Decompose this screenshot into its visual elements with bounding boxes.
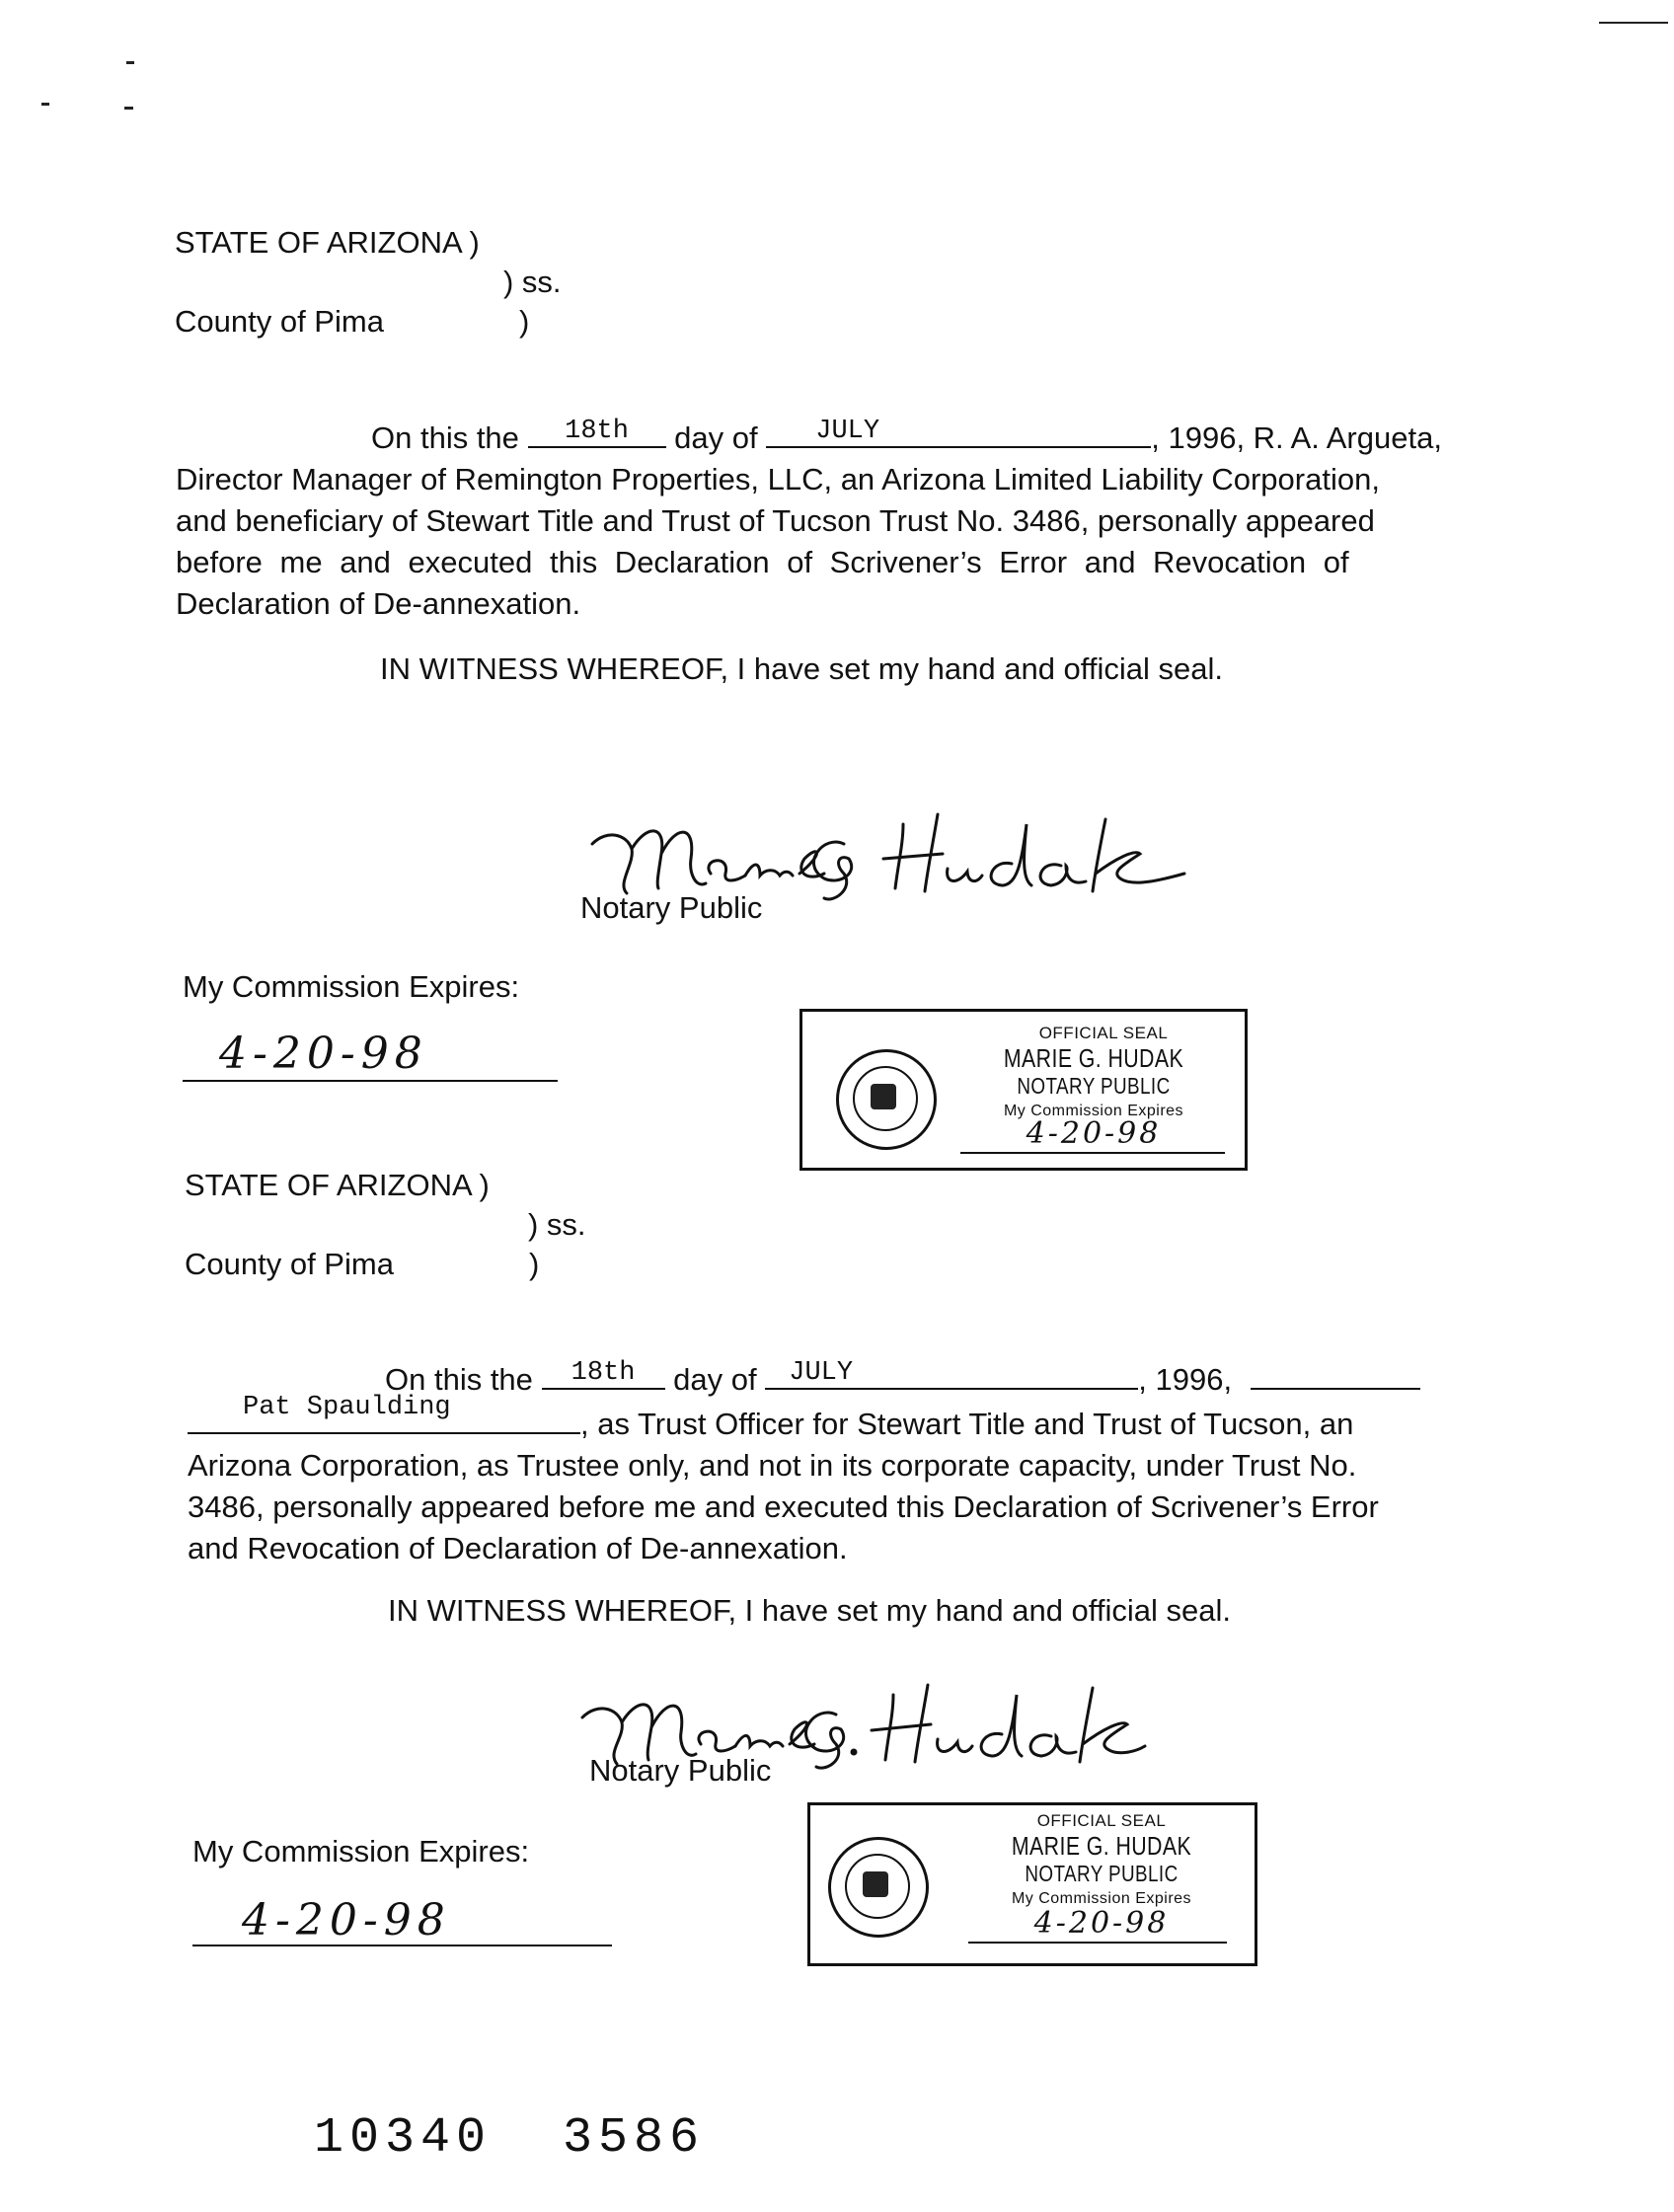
- seal-expires-date: 4-20-98: [1033, 1906, 1170, 1941]
- day-field: [528, 415, 666, 448]
- name-value: Pat Spaulding: [243, 1393, 451, 1422]
- notary-public-label: Notary Public: [589, 1753, 772, 1788]
- ss-marker: ) ss.: [503, 265, 562, 299]
- state-seal-emblem: [836, 1049, 937, 1150]
- seal-notary-title: NOTARY PUBLIC: [1025, 1861, 1179, 1886]
- county-heading: County of Pima: [185, 1247, 394, 1281]
- day-of-text: day of: [674, 420, 758, 455]
- month-field: [765, 1356, 1138, 1390]
- para-line: and Revocation of Declaration of De-annexation.: [188, 1531, 848, 1565]
- scan-mark: [1599, 22, 1668, 24]
- para-line: and beneficiary of Stewart Title and Trust of Tucson Trust No. 3486, personally appeared: [176, 503, 1375, 538]
- para-start: On this the: [371, 420, 519, 455]
- year-text: , 1996,: [1138, 1362, 1233, 1397]
- recording-number: 10340 3586: [314, 2110, 706, 2167]
- seal-notary-name: MARIE G. HUDAK: [1011, 1831, 1192, 1861]
- commission-date-handwritten: 4-20-98: [242, 1895, 451, 1945]
- month-value: JULY: [815, 417, 880, 446]
- para-line: 3486, personally appeared before me and executed this Declaration of Scrivener’s Error: [188, 1489, 1379, 1524]
- ss-marker: ) ss.: [528, 1207, 586, 1242]
- seal-notary-title: NOTARY PUBLIC: [1017, 1073, 1171, 1099]
- day-of-text: day of: [673, 1362, 757, 1397]
- day-value: 18th: [565, 417, 629, 446]
- seal-expires-label: My Commission Expires: [1003, 1103, 1184, 1119]
- commission-date-line: [192, 1945, 612, 1946]
- acknowledgment-paragraph: [188, 1356, 1481, 1569]
- county-heading: County of Pima: [175, 304, 384, 339]
- para-start: On this the: [385, 1362, 533, 1397]
- seal-official-text: OFFICIAL SEAL: [1036, 1811, 1167, 1830]
- state-seal-emblem: [828, 1837, 929, 1938]
- para-line: Arizona Corporation, as Trustee only, and not in its corporate capacity, under Trust No.: [188, 1448, 1357, 1483]
- month-field: [766, 415, 1151, 448]
- seal-notary-name: MARIE G. HUDAK: [1003, 1043, 1184, 1073]
- acknowledgment-paragraph: [176, 415, 1469, 625]
- name-continuation-line: [1251, 1356, 1420, 1390]
- para-line: Director Manager of Remington Properties, LLC, an Arizona Limited Liability Corporation,: [176, 462, 1380, 496]
- month-value: JULY: [789, 1358, 854, 1388]
- day-field: [542, 1356, 665, 1390]
- seal-official-text: OFFICIAL SEAL: [1038, 1024, 1169, 1042]
- scan-mark: [126, 61, 134, 64]
- para-line: before me and executed this Declaration of Scrivener’s Error and Revocation of: [176, 545, 1349, 579]
- seal-date-line: [960, 1152, 1225, 1154]
- seal-expires-date: 4-20-98: [1026, 1116, 1162, 1151]
- commission-date-line: [183, 1080, 558, 1082]
- notary-seal-stamp: [807, 1802, 1257, 1966]
- commission-expires-label: My Commission Expires:: [192, 1834, 530, 1869]
- day-value: 18th: [571, 1358, 636, 1388]
- seal-date-line: [968, 1942, 1227, 1944]
- notary-signature: [587, 804, 1189, 903]
- state-heading: STATE OF ARIZONA ): [175, 225, 480, 260]
- para-line: , as Trust Officer for Stewart Title and Trust of Tucson, an: [580, 1407, 1354, 1441]
- witness-clause: IN WITNESS WHEREOF, I have set my hand and official seal.: [380, 651, 1223, 686]
- commission-expires-label: My Commission Expires:: [183, 969, 520, 1004]
- name-field: [188, 1393, 580, 1434]
- year-text: , 1996, R. A. Argueta,: [1151, 420, 1442, 455]
- notary-seal-stamp: [799, 1009, 1248, 1171]
- county-paren: ): [519, 304, 530, 339]
- state-heading: STATE OF ARIZONA ): [185, 1168, 490, 1202]
- scan-mark: [124, 107, 133, 110]
- seal-expires-label: My Commission Expires: [1011, 1890, 1192, 1907]
- county-paren: ): [529, 1247, 540, 1281]
- commission-date-handwritten: 4-20-98: [219, 1029, 428, 1079]
- scan-mark: [41, 103, 49, 106]
- para-line: Declaration of De-annexation.: [176, 586, 581, 621]
- notary-public-label: Notary Public: [580, 890, 763, 925]
- witness-clause: IN WITNESS WHEREOF, I have set my hand and official seal.: [388, 1593, 1231, 1628]
